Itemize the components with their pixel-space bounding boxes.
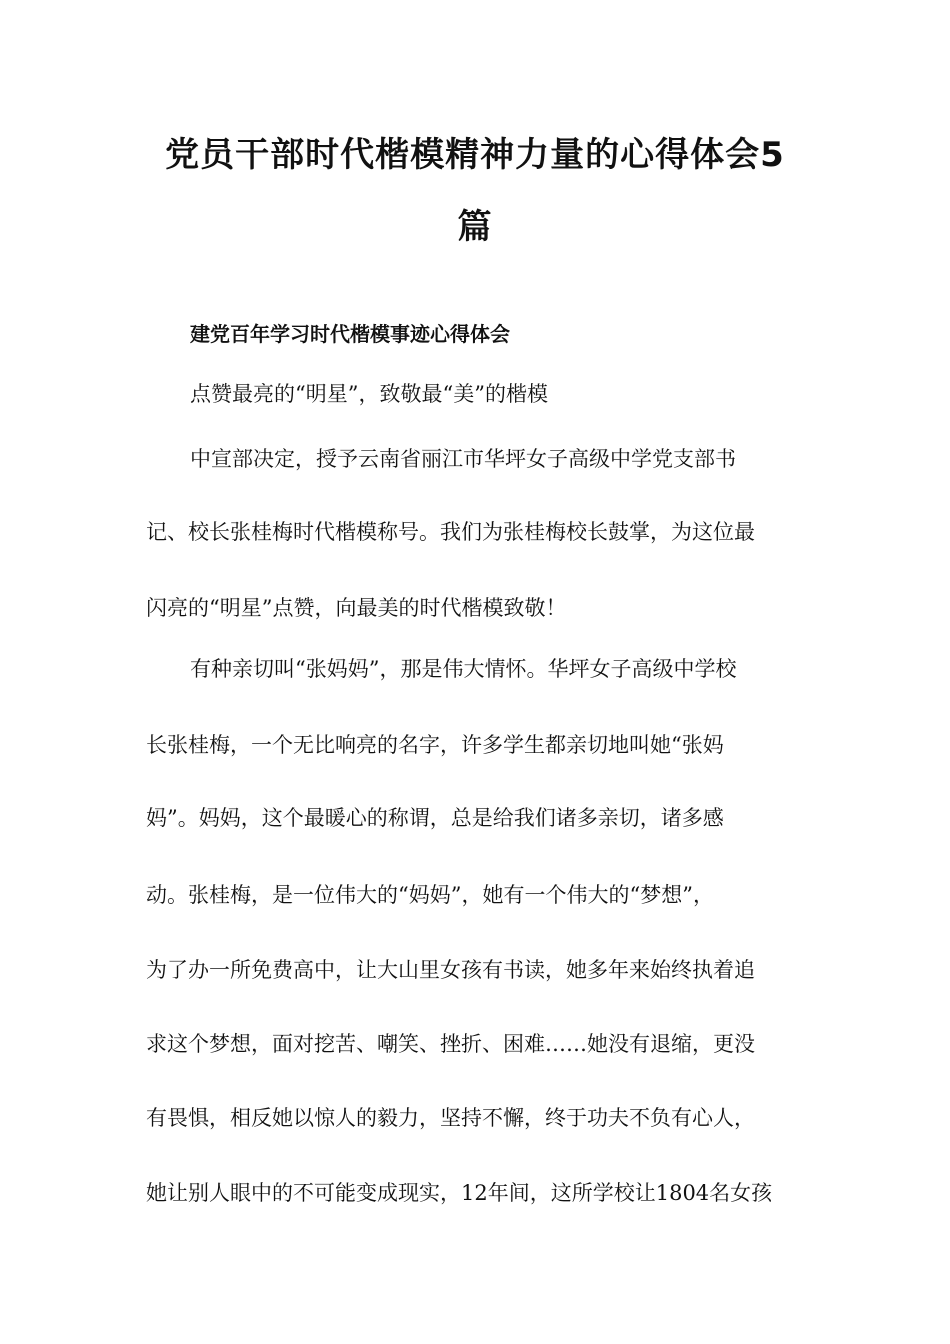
document-title-line-2: 篇 (457, 207, 493, 247)
text-line: 点赞最亮的“明星”，致敬最“美”的楷模 (190, 382, 548, 406)
text-line: 中宣部决定，授予云南省丽江市华坪女子高级中学党支部书 (190, 447, 736, 471)
section-heading: 建党百年学习时代楷模事迹心得体会 (190, 322, 510, 346)
text-line: 长张桂梅，一个无比响亮的名字，许多学生都亲切地叫她“张妈 (146, 733, 724, 757)
text-line: 动。张桂梅，是一位伟大的“妈妈”，她有一个伟大的“梦想”， (146, 883, 714, 907)
text-line: 为了办一所免费高中，让大山里女孩有书读，她多年来始终执着追 (146, 958, 755, 982)
text-line: 有种亲切叫“张妈妈”，那是伟大情怀。华坪女子高级中学校 (190, 657, 737, 681)
text-line: 记、校长张桂梅时代楷模称号。我们为张桂梅校长鼓掌，为这位最 (146, 520, 755, 544)
text-line: 闪亮的“明星”点赞，向最美的时代楷模致敬！ (146, 596, 567, 620)
text-line: 妈”。妈妈，这个最暖心的称谓，总是给我们诸多亲切，诸多感 (146, 806, 724, 830)
document-title-line-1: 党员干部时代楷模精神力量的心得体会5 (165, 135, 785, 175)
text-line: 她让别人眼中的不可能变成现实，12年间，这所学校让1804名女孩 (146, 1181, 773, 1205)
text-line: 求这个梦想，面对挖苦、嘲笑、挫折、困难……她没有退缩，更没 (146, 1032, 755, 1056)
text-line: 有畏惧，相反她以惊人的毅力，坚持不懈，终于功夫不负有心人， (146, 1106, 755, 1130)
